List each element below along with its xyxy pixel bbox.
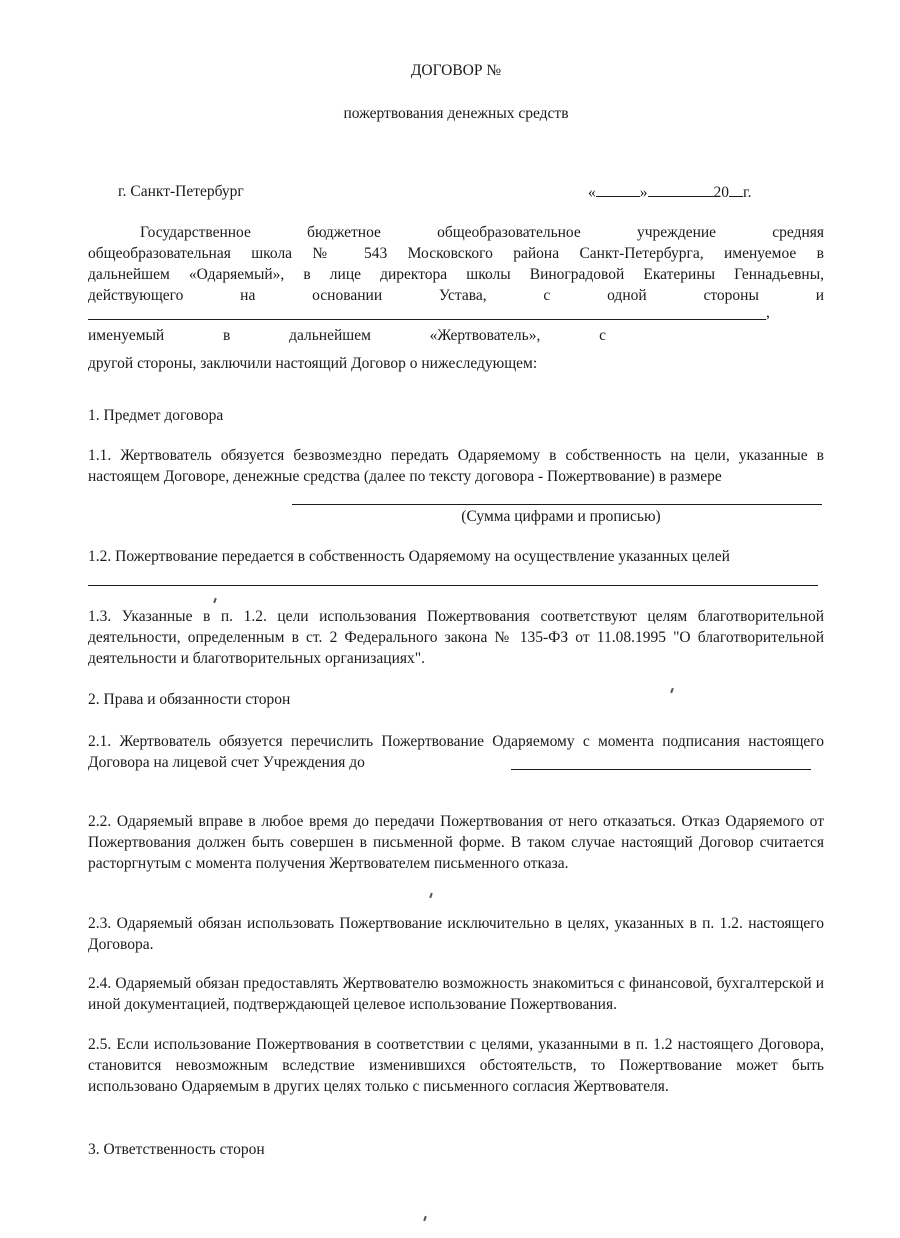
clause-1-1: 1.1. Жертвователь обязуется безвозмездно передать Одаряемому в собственность на цели, указанные в настоящем Договоре, денежные средства (далее по тексту договора - Пожертвование) в размере — [88, 447, 824, 485]
scan-speck — [429, 893, 433, 898]
preamble-line-6: другой стороны, заключили настоящий Договор о нижеследующем: — [88, 355, 538, 372]
date-field — [588, 181, 828, 203]
preamble-line-5: именуемый в дальнейшем «Жертвователь», с — [88, 327, 606, 344]
year-prefix: 20 — [713, 184, 729, 201]
document-subtitle: пожертвования денежных средств — [343, 105, 569, 122]
clause-1-2: 1.2. Пожертвование передается в собственность Одаряемому на осуществление указанных целей — [88, 548, 730, 565]
donor-name-blank[interactable] — [88, 300, 766, 320]
year-suffix: г. — [743, 184, 752, 201]
section-3-heading: 3. Ответственность сторон — [88, 1141, 265, 1158]
clause-2-3: 2.3. Одаряемый обязан использовать Пожертвование исключительно в целях, указанных в п. 1.2. настоящего Договора. — [88, 915, 824, 953]
clause-1-3: 1.3. Указанные в п. 1.2. цели использования Пожертвования соответствуют целям благотворительной деятельности, определенным в ст. 2 Федерального закона № 135-ФЗ от 11.08.1995 "О благотворительной деятельности и благотворительных организациях". — [88, 608, 824, 667]
clause-2-4: 2.4. Одаряемый обязан предоставлять Жертвователю возможность знакомиться с финансовой, бухгалтерской и иной документацией, подтверждающей целевое использование Пожертвования. — [88, 975, 824, 1013]
document-title: ДОГОВОР № — [410, 62, 502, 79]
clause-2-5: 2.5. Если использование Пожертвования в соответствии с целями, указанными в п. 1.2 настоящего Договора, становится невозможным вследствие изменившихся обстоятельств, то Пожертвование может быть использовано Одаряемым в других целях только с письменного согласия Жертвователя. — [88, 1036, 824, 1095]
section-1-heading: 1. Предмет договора — [88, 407, 224, 424]
donor-blank-comma: , — [766, 304, 770, 321]
preamble-line-3: дальнейшем «Одаряемый», в лице директора школы Виноградовой Екатерины Геннадьевны, — [88, 266, 824, 283]
year-blank[interactable] — [729, 181, 743, 197]
month-blank[interactable] — [648, 181, 714, 197]
amount-caption: (Сумма цифрами и прописью) — [461, 508, 661, 525]
preamble-line-2: общеобразовательная школа № 543 Московского района Санкт-Петербурга, именуемое в — [88, 245, 824, 262]
city-label: г. Санкт-Петербург — [118, 183, 244, 200]
date-open-quote: « — [588, 184, 596, 201]
scan-speck — [423, 1216, 427, 1221]
clause-2-2: 2.2. Одаряемый вправе в любое время до передачи Пожертвования от него отказаться. Отказ Одаряемого от Пожертвования должен быть совершен в письменной форме. В таком случае настоящий Договор считается расторгнутым с момента получения Жертвователем письменного отказа. — [88, 813, 824, 872]
day-blank[interactable] — [596, 181, 640, 197]
donation-amount-blank[interactable] — [292, 485, 822, 505]
transfer-deadline-blank[interactable] — [511, 750, 811, 770]
preamble-line-1: Государственное бюджетное общеобразовательное учреждение средняя — [140, 224, 824, 241]
section-2-heading: 2. Права и обязанности сторон — [88, 691, 291, 708]
preamble-line-4: действующего на основании Устава, с одной стороны и — [88, 287, 824, 304]
purpose-blank[interactable] — [88, 566, 818, 586]
clause-2-1: 2.1. Жертвователь обязуется перечислить Пожертвование Одаряемому с момента подписания настоящего Договора на лицевой счет Учреждения до — [88, 733, 824, 771]
date-close-quote: » — [639, 184, 648, 201]
scan-speck — [213, 598, 217, 603]
